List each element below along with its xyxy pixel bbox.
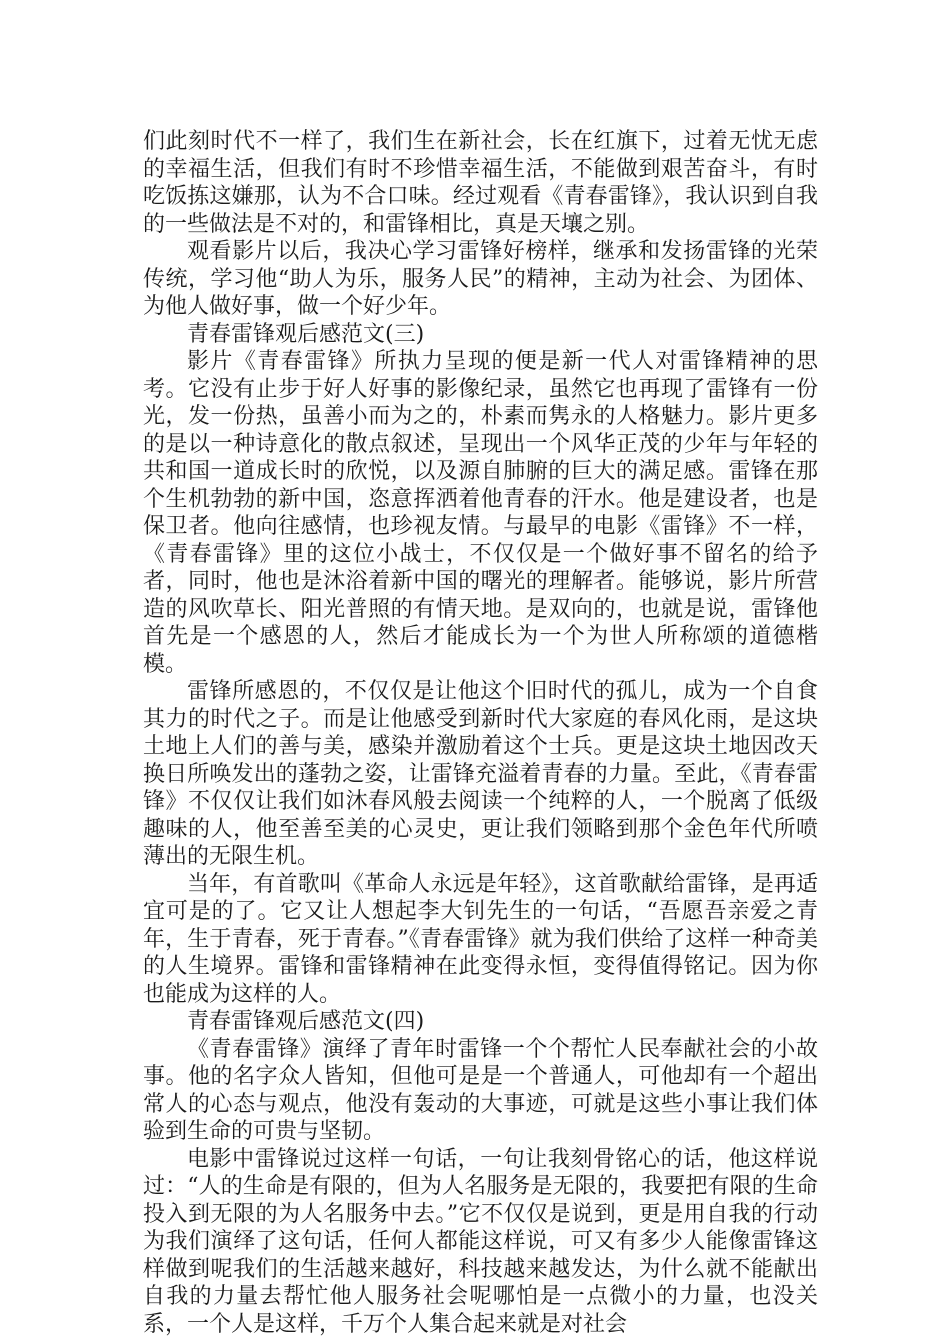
paragraph-continued: 们此刻时代不一样了，我们生在新社会，长在红旗下，过着无忧无虑的幸福生活，但我们有时不珍惜幸福生活，不能做到艰苦奋斗，有时吃饭拣这嫌那，认为不合口味。经过观看《青春雷锋》，我认识到自我的一些做法是不对的，和雷锋相比，真是天壤之别。 xyxy=(143,129,818,237)
section-heading-three: 青春雷锋观后感范文(三) xyxy=(187,321,425,347)
paragraph-quote: 电影中雷锋说过这样一句话，一句让我刻骨铭心的话，他这样说过：“人的生命是有限的，但为人名服务是无限的，我要把有限的生命投入到无限的为人名服务中去。”它不仅仅是说到，更是用自我的行动为我们演绎了这句话，任何人都能这样说，可又有多少人能像雷锋这样做到呢我们的生活越来越好，科技越来越发达，为什么就不能献出自我的力量去帮忙他人服务社会呢哪怕是一点微小的力量，也没关系，一个人是这样，千万个人集合起来就是对社会 xyxy=(143,1146,818,1337)
paragraph-song: 当年，有首歌叫《革命人永远是年轻》，这首歌献给雷锋，是再适宜可是的了。它又让人想起李大钊先生的一句话，“吾愿吾亲爱之青年，生于青春，死于青春。”《青春雷锋》就为我们供给了这样一种奇美的人生境界。雷锋和雷锋精神在此变得永恒，变得值得铭记。因为你也能成为这样的人。 xyxy=(143,871,818,1007)
paragraph-resolution: 观看影片以后，我决心学习雷锋好榜样，继承和发扬雷锋的光荣传统，学习他“助人为乐，服务人民”的精神，主动为社会、为团体、为他人做好事，做一个好少年。 xyxy=(143,239,818,319)
paragraph-gratitude: 雷锋所感恩的，不仅仅是让他这个旧时代的孤儿，成为一个自食其力的时代之子。而是让他感受到新时代大家庭的春风化雨，是这块土地上人们的善与美，感染并激励着这个士兵。更是这块土地因改天换日所唤发出的蓬勃之姿，让雷锋充溢着青春的力量。至此，《青春雷锋》不仅仅让我们如沐春风般去阅读一个纯粹的人，一个脱离了低级趣味的人，他至善至美的心灵史，更让我们领略到那个金色年代所喷薄出的无限生机。 xyxy=(143,679,818,869)
paragraph-stories: 《青春雷锋》演绎了青年时雷锋一个个帮忙人民奉献社会的小故事。他的名字众人皆知，但他可是是一个普通人，可他却有一个超出常人的心态与观点，他没有轰动的大事迹，可就是这些小事让我们体验到生命的可贵与坚韧。 xyxy=(143,1036,818,1144)
document-page xyxy=(143,128,818,1338)
section-heading-four: 青春雷锋观后感范文(四) xyxy=(187,1009,425,1034)
paragraph-film-review: 影片《青春雷锋》所执力呈现的便是新一代人对雷锋精神的思考。它没有止步于好人好事的影像纪录，虽然它也再现了雷锋有一份光，发一份热，虽善小而为之的，朴素而隽永的人格魅力。影片更多的是以一种诗意化的散点叙述，呈现出一个风华正茂的少年与年轻的共和国一道成长时的欣悦，以及源自肺腑的巨大的满足感。雷锋在那个生机勃勃的新中国，恣意挥洒着他青春的汗水。他是建设者，也是保卫者。他向往感情，也珍视友情。与最早的电影《雷锋》不一样，《青春雷锋》里的这位小战士，不仅仅是一个做好事不留名的给予者，同时，他也是沐浴着新中国的曙光的理解者。能够说，影片所营造的风吹草长、阳光普照的有情天地。是双向的，也就是说，雷锋他首先是一个感恩的人，然后才能成长为一个为世人所称颂的道德楷模。 xyxy=(143,349,818,677)
